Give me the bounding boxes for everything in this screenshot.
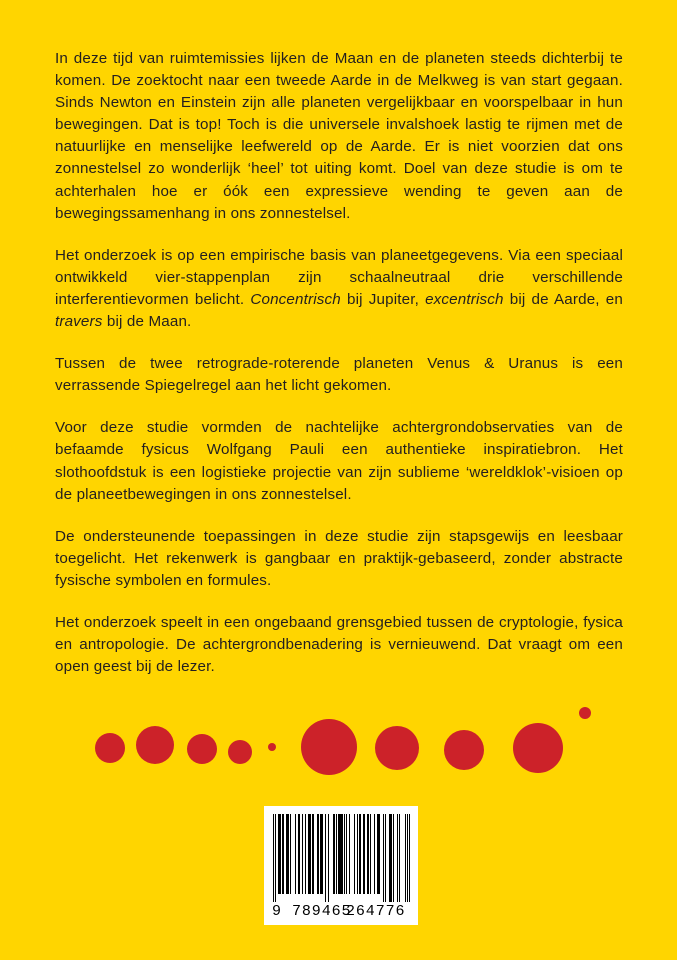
paragraph-text: bij de Aarde, en: [503, 290, 623, 308]
barcode-bar: [278, 814, 281, 894]
barcode-bar: [374, 814, 375, 894]
barcode-bar: [349, 814, 350, 894]
barcode-left-group: 789465: [292, 902, 352, 920]
barcode-bar: [282, 814, 284, 894]
barcode-bar: [325, 814, 326, 902]
barcode-bar: [317, 814, 319, 894]
barcode-bar: [389, 814, 392, 902]
barcode-bar: [305, 814, 306, 894]
barcode-bar: [409, 814, 410, 902]
barcode-bar: [344, 814, 345, 894]
barcode-bar: [393, 814, 394, 902]
barcode-bar: [333, 814, 335, 894]
planet-dot-6: [301, 719, 357, 775]
planet-dot-10: [579, 707, 591, 719]
paragraph-text: De ondersteunende toepassingen in deze studie zijn stapsgewijs en leesbaar toegelicht. Het rekenwerk is gangbaar en praktijk-gebaseerd, zonder abstracte fysische symbolen en formules.: [55, 527, 623, 589]
planet-dot-2: [136, 726, 174, 764]
planet-dot-8: [444, 730, 484, 770]
barcode-bar: [363, 814, 364, 894]
blurb-paragraph-4: [55, 417, 623, 505]
barcode-bar: [286, 814, 289, 894]
barcode-bars: [273, 814, 411, 902]
emphasis-concentrisch: Concentrisch: [250, 290, 341, 308]
barcode-bar: [354, 814, 355, 894]
barcode-bar: [302, 814, 303, 894]
barcode-bar: [399, 814, 400, 902]
barcode-bar: [359, 814, 361, 894]
barcode-bar: [336, 814, 337, 894]
planet-dot-7: [375, 726, 419, 770]
barcode-digits: [264, 900, 418, 922]
emphasis-travers: travers: [55, 313, 103, 331]
barcode-bar: [275, 814, 276, 902]
barcode-bar: [397, 814, 398, 902]
barcode-bar: [346, 814, 347, 894]
planet-dot-9: [513, 723, 563, 773]
paragraph-text: Voor deze studie vormden de nachtelijke achtergrondobservaties van de befaamde fysicus Wolfgang Pauli een authentieke inspiratiebron. Het slothoofdstuk is een logistieke projectie van zijn sublieme ‘wereldklok’-visioen op de planeetbewegingen in ons zonnestelsel.: [55, 419, 623, 503]
blurb-text-block: [55, 48, 623, 678]
paragraph-text: Tussen de twee retrograde-roterende planeten Venus & Uranus is een verrassende Spiegelregel aan het licht gekomen.: [55, 355, 623, 395]
blurb-paragraph-2: [55, 245, 623, 333]
barcode-bar: [367, 814, 369, 894]
barcode-bar: [298, 814, 300, 894]
barcode-bar: [383, 814, 384, 902]
barcode-bar: [312, 814, 314, 894]
barcode-bar: [357, 814, 358, 894]
barcode-right-group: 264776: [346, 902, 406, 920]
paragraph-text: In deze tijd van ruimtemissies lijken de Maan en de planeten steeds dichterbij te komen. De zoektocht naar een tweede Aarde in de Melkweg is van start gegaan. Sinds Newton en Einstein zijn alle planeten vergelijkbaar en voorspelbaar in hun bewegingen. Dat is top! Toch is die universele invalshoek lastig te rijmen met de natuurlijke en menselijke leefwereld op de Aarde. Er is niet voorzien dat ons zonnestelsel zo wonderlijk ‘heel’ tot uiting komt. Doel van deze studie is om te achterhalen hoe er óók een expressieve wending te geven aan de bewegingssamenhang in ons zonnestelsel.: [55, 50, 623, 222]
barcode-bar: [377, 814, 379, 894]
planet-dot-3: [187, 734, 217, 764]
blurb-paragraph-5: [55, 526, 623, 592]
barcode-bar: [385, 814, 386, 902]
blurb-paragraph-3: [55, 353, 623, 397]
planet-dot-5: [268, 743, 276, 751]
paragraph-text: bij de Maan.: [102, 313, 192, 331]
emphasis-excentrisch: excentrisch: [425, 290, 504, 308]
blurb-paragraph-1: [55, 48, 623, 225]
barcode-bar: [320, 814, 323, 894]
barcode-bar: [370, 814, 371, 894]
paragraph-text: bij Jupiter,: [340, 290, 426, 308]
barcode-bar: [405, 814, 406, 902]
barcode-bar: [290, 814, 291, 894]
barcode-lead-digit: 9: [272, 902, 282, 920]
barcode-bar: [328, 814, 329, 902]
ean13-barcode: [264, 806, 418, 925]
barcode-bar: [338, 814, 343, 894]
paragraph-text: Het onderzoek speelt in een ongebaand grensgebied tussen de cryptologie, fysica en antropologie. De achtergrondbenadering is vernieuwend. Dat vraagt om een open geest bij de lezer.: [55, 613, 623, 676]
blurb-paragraph-6: [55, 612, 623, 678]
planet-dot-row: [0, 690, 677, 800]
planet-dot-1: [95, 733, 125, 763]
paragraph-text: Het onderzoek is op een empirische basis van planeetgegevens. Via een speciaal ontwikkeld vier-stappenplan zijn schaalneutraal drie verschillende interferentievormen belicht.: [55, 246, 623, 308]
barcode-bar: [273, 814, 274, 902]
barcode-bar: [407, 814, 408, 902]
planet-dot-4: [228, 740, 252, 764]
barcode-bar: [295, 814, 296, 894]
barcode-bar: [308, 814, 310, 894]
